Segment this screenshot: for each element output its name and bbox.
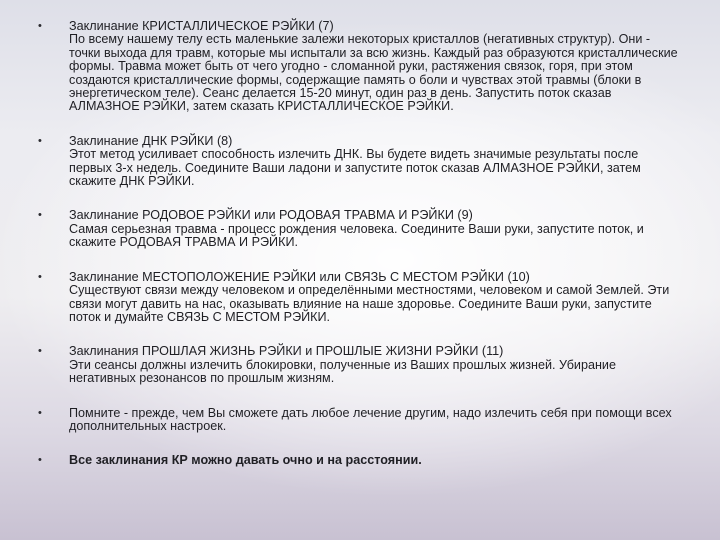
bullet-icon: • <box>38 209 42 222</box>
list-item <box>0 135 720 189</box>
list-item <box>0 271 720 325</box>
bullet-icon: • <box>38 345 42 358</box>
item-body: Самая серьезная травма - процесс рождения человека. Соедините Ваши руки, запустите поток, и скажите РОДОВАЯ ТРАВМА И РЭЙКИ. <box>69 221 644 250</box>
item-body: Все заклинания КР можно давать очно и на расстоянии. <box>69 453 422 468</box>
list-item <box>0 20 720 114</box>
bullet-list <box>0 20 720 489</box>
item-body: Этот метод усиливает способность излечить ДНК. Вы будете видеть значимые результаты после первых 3-х недель. Соедините Ваши ладони и запустите поток сказав АЛМАЗНОЕ РЭЙКИ, затем скажите ДНК РЭЙКИ. <box>69 147 641 189</box>
item-body: По всему нашему телу есть маленькие залежи некоторых кристаллов (негативных структур). Они - точки выхода для травм, которые мы испытали за всю жизнь. Каждый раз образуются кристаллические формы. Травма может быть от чего угодно - сломанной руки, растяжения связок, горя, при этом создаются кристаллические формы, содержащие память о боли и чувствах этой травмы (блоки в энергетическом теле). Сеанс делается 15-20 минут, один раз в день. Запустить поток сказав АЛМАЗНОЕ РЭЙКИ, затем сказать КРИСТАЛЛИЧЕСКОЕ РЭЙКИ. <box>69 32 678 114</box>
item-body: Существуют связи между человеком и определёнными местностями, человеком и самой Землей. Эти связи могут давить на нас, оказывать влияние на наше здоровье. Соедините Ваши руки, запустите поток и думайте СВЯЗЬ С МЕСТОМ РЭЙКИ. <box>69 283 670 324</box>
item-title: Заклинание ДНК РЭЙКИ (8) <box>69 133 233 148</box>
item-title: Заклинания ПРОШЛАЯ ЖИЗНЬ РЭЙКИ и ПРОШЛЫЕ ЖИЗНИ РЭЙКИ (11) <box>69 344 504 359</box>
bullet-icon: • <box>38 454 42 467</box>
item-title: Заклинание МЕСТОПОЛОЖЕНИЕ РЭЙКИ или СВЯЗЬ С МЕСТОМ РЭЙКИ (10) <box>69 269 530 284</box>
item-title: Заклинание РОДОВОЕ РЭЙКИ или РОДОВАЯ ТРАВМА И РЭЙКИ (9) <box>69 208 473 223</box>
list-item <box>0 345 720 385</box>
bullet-icon: • <box>38 270 42 283</box>
item-title: Заклинание КРИСТАЛЛИЧЕСКОЕ РЭЙКИ (7) <box>69 19 334 33</box>
bullet-icon: • <box>38 134 42 147</box>
bullet-icon: • <box>38 20 42 32</box>
bullet-icon: • <box>38 406 42 419</box>
item-body: Помните - прежде, чем Вы сможете дать любое лечение другим, надо излечить себя при помощи всех дополнительных настроек. <box>69 405 672 433</box>
list-item <box>0 454 720 467</box>
list-item <box>0 209 720 249</box>
list-item <box>0 407 720 434</box>
item-body: Эти сеансы должны излечить блокировки, полученные из Ваших прошлых жизней. Убирание негативных резонансов по прошлым жизням. <box>69 357 616 386</box>
